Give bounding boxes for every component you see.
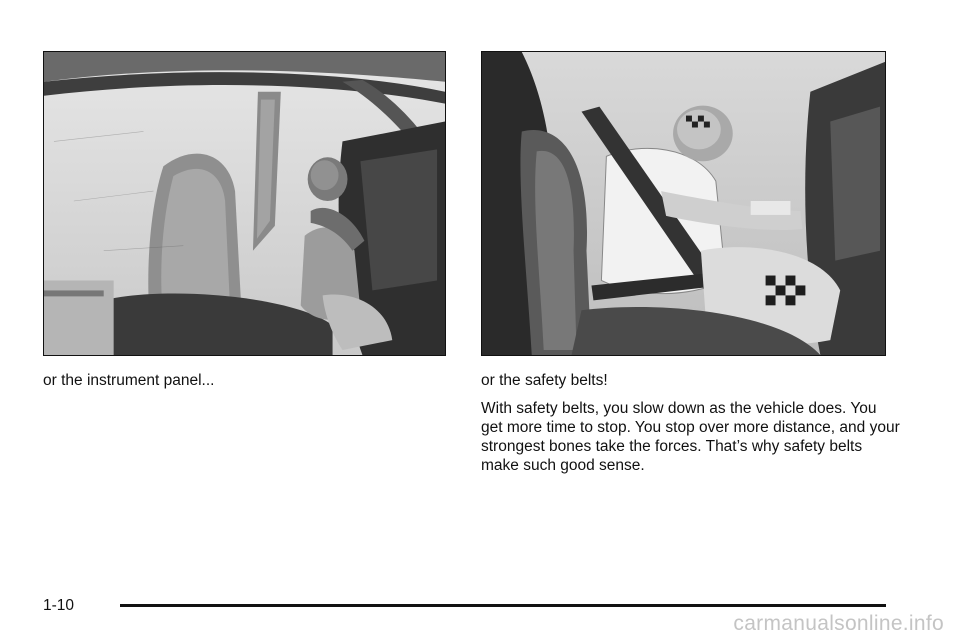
safety-belt-crash-photo (481, 51, 886, 356)
left-photo-caption: or the instrument panel... (43, 372, 215, 389)
right-photo-caption: or the safety belts! (481, 372, 608, 389)
footer-divider (120, 604, 886, 607)
page-number: 1-10 (43, 597, 75, 614)
crash-photo-right-illustration (482, 52, 885, 355)
instrument-panel-crash-photo (43, 51, 446, 356)
watermark: carmanualsonline.info (733, 612, 944, 635)
crash-photo-left-illustration (44, 52, 445, 355)
safety-belt-paragraph: With safety belts, you slow down as the vehicle does. You get more time to stop. You stop over more distance, and your strongest bones take the forces. That’s why safety belts make such good sense. (481, 400, 900, 474)
